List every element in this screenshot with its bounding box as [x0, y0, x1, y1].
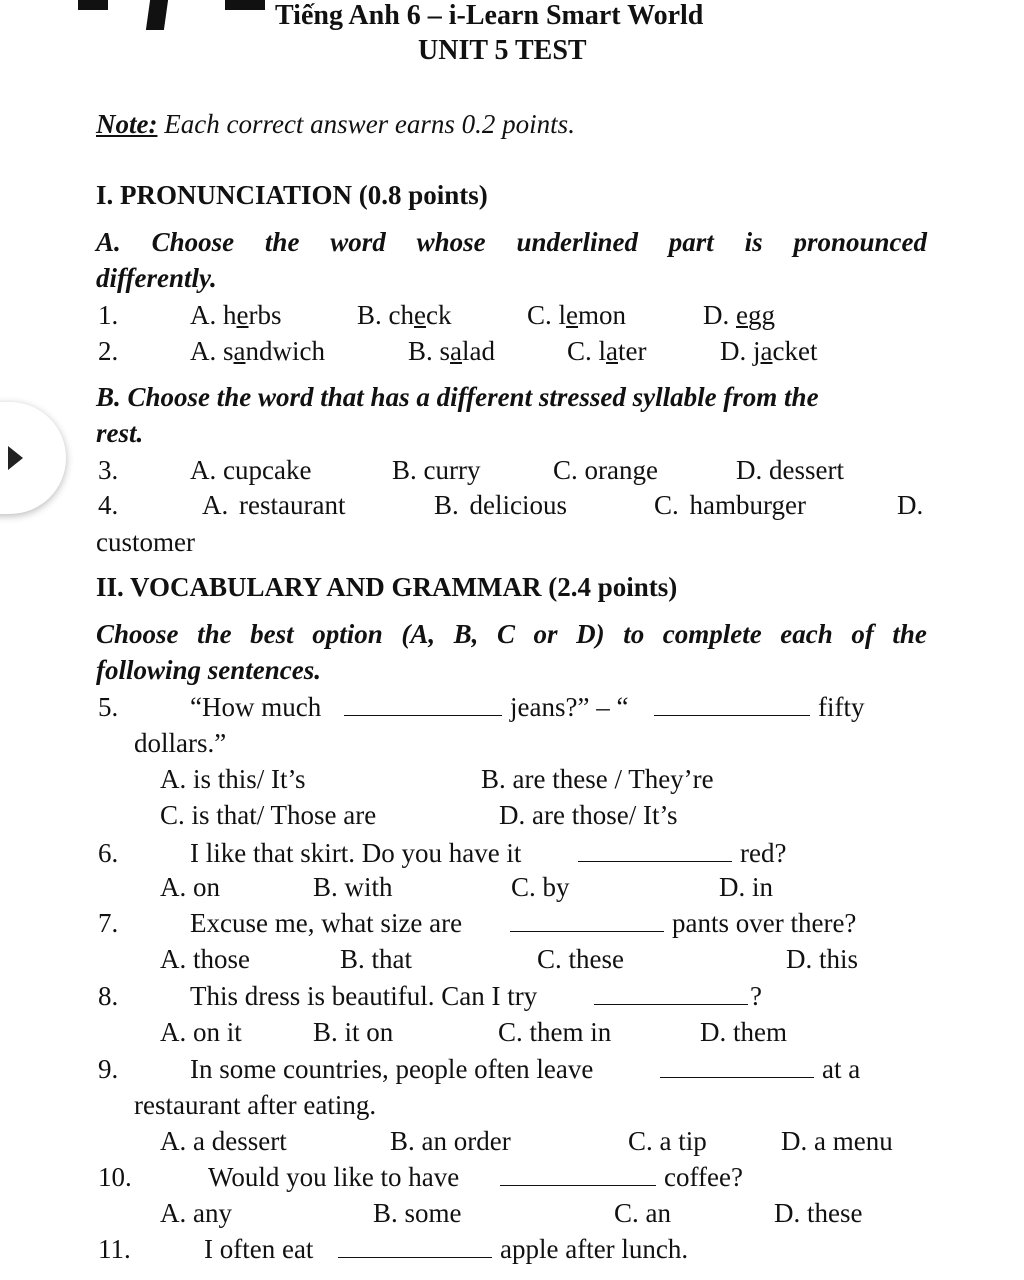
answer-blank: [654, 694, 810, 721]
test-title: UNIT 5 TEST: [418, 35, 587, 66]
course-title: Tiếng Anh 6 – i-Learn Smart World: [275, 0, 704, 31]
option-b: B. it on: [313, 1017, 394, 1047]
section2-instruction-cont: following sentences.: [96, 655, 322, 685]
note-text: Each correct answer earns 0.2 points.: [157, 109, 575, 139]
question-text: This dress is beautiful. Can I try: [190, 981, 538, 1011]
option-d: D. egg: [703, 300, 775, 330]
part-b-instruction: B. Choose the word that has a different stressed syllable from the: [96, 382, 819, 412]
option-c: C. by: [511, 872, 570, 902]
option-c: C. later: [567, 336, 647, 366]
question-text: coffee?: [664, 1162, 743, 1192]
logo-fragment: [225, 0, 265, 10]
option-a: A. cupcake: [190, 455, 312, 485]
answer-blank: [660, 1056, 814, 1083]
question-number: 3.: [98, 455, 119, 485]
option-a: A. on: [160, 872, 220, 902]
question-number: 2.: [98, 336, 119, 366]
option-d: D.: [897, 490, 924, 520]
option-a: A. any: [160, 1198, 232, 1228]
option-c: C. is that/ Those are: [160, 800, 377, 830]
option-a: A. those: [160, 944, 250, 974]
question-number: 5.: [98, 692, 119, 722]
question-text: jeans?” – “: [510, 692, 629, 722]
part-a-instruction-cont: differently.: [96, 263, 217, 293]
option-b: B. that: [340, 944, 412, 974]
option-c: C. them in: [498, 1017, 612, 1047]
question-number: 11.: [98, 1234, 131, 1264]
play-icon[interactable]: [8, 446, 23, 470]
part-a-instruction: A. Choose the word whose underlined part is pronounced: [96, 227, 927, 257]
question-number: 6.: [98, 838, 119, 868]
section-heading: II. VOCABULARY AND GRAMMAR (2.4 points): [96, 572, 678, 602]
logo-fragment: [146, 0, 168, 30]
question-number: 7.: [98, 908, 119, 938]
option-a: A. restaurant: [202, 490, 346, 520]
side-play-tab[interactable]: [0, 402, 66, 514]
logo-fragment: [78, 0, 108, 10]
option-b: B. check: [357, 300, 452, 330]
option-c: C. orange: [553, 455, 658, 485]
option-d: D. these: [774, 1198, 863, 1228]
note-line: [96, 111, 575, 138]
option-b: B. some: [373, 1198, 462, 1228]
option-d: D. a menu: [781, 1126, 893, 1156]
part-b-instruction-cont: rest.: [96, 418, 144, 448]
note-label: Note:: [96, 109, 158, 139]
option-a: A. herbs: [190, 300, 282, 330]
question-number: 8.: [98, 981, 119, 1011]
question-text: “How much: [190, 692, 322, 722]
section2-instruction: Choose the best option (A, B, C or D) to complete each of the: [96, 619, 927, 649]
option-b: B. curry: [392, 455, 481, 485]
option-d: D. them: [700, 1017, 787, 1047]
option-b: B. salad: [408, 336, 496, 366]
option-c: C. hamburger: [654, 490, 806, 520]
question-text: In some countries, people often leave: [190, 1054, 594, 1084]
question-text: pants over there?: [672, 908, 857, 938]
answer-blank: [500, 1164, 656, 1191]
option-c: C. lemon: [527, 300, 627, 330]
question-text: apple after lunch.: [500, 1234, 689, 1264]
question-text: fifty: [818, 692, 865, 722]
question-text: Excuse me, what size are: [190, 908, 463, 938]
question-text: at a: [822, 1054, 861, 1084]
question-text: Would you like to have: [208, 1162, 460, 1192]
question-number: 9.: [98, 1054, 119, 1084]
option-d: D. dessert: [736, 455, 844, 485]
option-d: D. in: [719, 872, 773, 902]
option-d-cont: customer: [96, 527, 195, 557]
question-number: 1.: [98, 300, 119, 330]
answer-blank: [594, 983, 748, 1010]
question-number: 10.: [98, 1162, 132, 1192]
answer-blank: [510, 910, 664, 937]
answer-blank: [344, 694, 502, 721]
option-b: B. with: [313, 872, 393, 902]
option-d: D. jacket: [720, 336, 818, 366]
option-c: C. an: [614, 1198, 671, 1228]
option-b: B. delicious: [434, 490, 567, 520]
question-text: I like that skirt. Do you have it: [190, 838, 522, 868]
question-number: 4.: [98, 490, 119, 520]
question-text: I often eat: [204, 1234, 314, 1264]
option-a: A. sandwich: [190, 336, 325, 366]
question-text-cont: dollars.”: [134, 728, 227, 758]
option-a: A. a dessert: [160, 1126, 287, 1156]
option-c: C. these: [537, 944, 624, 974]
option-c: C. a tip: [628, 1126, 707, 1156]
question-text-cont: restaurant after eating.: [134, 1090, 377, 1120]
option-b: B. are these / They’re: [481, 764, 714, 794]
option-b: B. an order: [390, 1126, 511, 1156]
answer-blank: [578, 840, 732, 867]
option-d: D. are those/ It’s: [499, 800, 678, 830]
question-text: ?: [750, 981, 762, 1011]
question-text: red?: [740, 838, 787, 868]
section-heading: I. PRONUNCIATION (0.8 points): [96, 180, 488, 210]
answer-blank: [338, 1236, 492, 1263]
option-a: A. is this/ It’s: [160, 764, 306, 794]
option-d: D. this: [786, 944, 859, 974]
option-a: A. on it: [160, 1017, 242, 1047]
